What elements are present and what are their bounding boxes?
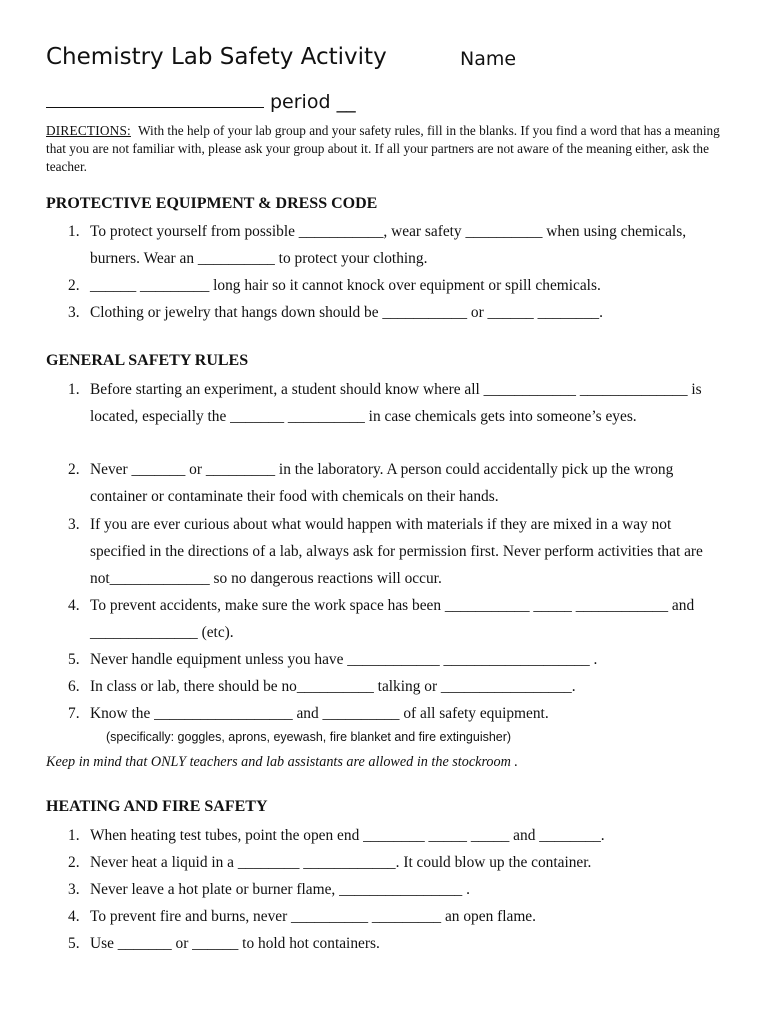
list-item: [68, 930, 728, 957]
name-blank-line: [46, 88, 264, 108]
item-text: To prevent fire and burns, never __________ _________ an open flame.: [90, 908, 536, 925]
equipment-note: (specifically: goggles, aprons, eyewash, fire blanket and fire extinguisher): [106, 730, 512, 744]
item-text: Use _______ or ______ to hold hot containers.: [90, 935, 380, 952]
name-label: Name: [460, 48, 517, 70]
list-item: [68, 876, 728, 903]
list-item: [68, 646, 728, 673]
item-text: To prevent accidents, make sure the work space has been ___________ _____ ____________ and ______________ (etc).: [90, 597, 695, 641]
section-heading-heating: HEATING AND FIRE SAFETY: [46, 798, 268, 815]
page-title: Chemistry Lab Safety Activity: [46, 44, 387, 70]
item-text: In class or lab, there should be no__________ talking or _________________.: [90, 678, 576, 695]
item-number: 1.: [68, 381, 80, 398]
section-heading-protective: PROTECTIVE EQUIPMENT & DRESS CODE: [46, 195, 378, 212]
item-number: 5.: [68, 651, 80, 668]
list-item: [68, 218, 728, 272]
name-period-line: [46, 88, 356, 113]
item-text: Never handle equipment unless you have ____________ ___________________ .: [90, 651, 598, 668]
item-text: Before starting an experiment, a student should know where all ____________ ______________ is located, especially the _______ __________ in case chemicals gets into someone’s eyes.: [90, 381, 702, 425]
list-item: [68, 673, 728, 700]
item-number: 7.: [68, 705, 80, 722]
item-number: 3.: [68, 304, 80, 321]
item-text: When heating test tubes, point the open end ________ _____ _____ and ________.: [90, 827, 605, 844]
list-item: [68, 592, 728, 646]
item-number: 3.: [68, 516, 80, 533]
stockroom-reminder: Keep in mind that ONLY teachers and lab assistants are allowed in the stockroom .: [46, 754, 518, 770]
item-number: 5.: [68, 935, 80, 952]
list-item: [68, 376, 728, 430]
list-item: [68, 849, 728, 876]
item-number: 4.: [68, 908, 80, 925]
item-text: Never leave a hot plate or burner flame, ________________ .: [90, 881, 470, 898]
item-number: 6.: [68, 678, 80, 695]
directions-text: With the help of your lab group and your safety rules, fill in the blanks. If you find a word that has a meaning that you are not familiar with, please ask your group about it. If all your partners are not aware of the meaning either, ask the teacher.: [46, 123, 720, 174]
item-text: Know the __________________ and __________ of all safety equipment.: [90, 705, 549, 722]
item-number: 2.: [68, 854, 80, 871]
item-text: If you are ever curious about what would happen with materials if they are mixed in a way not specified in the directions of a lab, always ask for permission first. Never perform activities that are not_____________ so no dangerous reactions will occur.: [90, 516, 703, 587]
item-number: 2.: [68, 461, 80, 478]
list-item: [68, 299, 728, 326]
item-text: ______ _________ long hair so it cannot knock over equipment or spill chemicals.: [90, 277, 601, 294]
directions-label: DIRECTIONS:: [46, 123, 131, 138]
item-text: Clothing or jewelry that hangs down should be ___________ or ______ ________.: [90, 304, 603, 321]
item-text: Never _______ or _________ in the laboratory. A person could accidentally pick up the wrong container or contaminate their food with chemicals on their hands.: [90, 461, 674, 505]
item-number: 1.: [68, 223, 80, 240]
section-heading-general: GENERAL SAFETY RULES: [46, 352, 249, 369]
list-item: [68, 903, 728, 930]
list-item: [68, 456, 728, 510]
list-item: [68, 700, 728, 727]
item-number: 3.: [68, 881, 80, 898]
period-label: period __: [270, 91, 356, 113]
item-number: 2.: [68, 277, 80, 294]
item-text: To protect yourself from possible ___________, wear safety __________ when using chemicals, burners. Wear an __________ to protect your clothing.: [90, 223, 687, 267]
header: [46, 44, 736, 74]
item-text: Never heat a liquid in a ________ ____________. It could blow up the container.: [90, 854, 592, 871]
item-number: 4.: [68, 597, 80, 614]
list-item: [68, 272, 728, 299]
list-item: [68, 822, 728, 849]
item-number: 1.: [68, 827, 80, 844]
list-item: [68, 511, 728, 592]
directions: [46, 122, 726, 176]
